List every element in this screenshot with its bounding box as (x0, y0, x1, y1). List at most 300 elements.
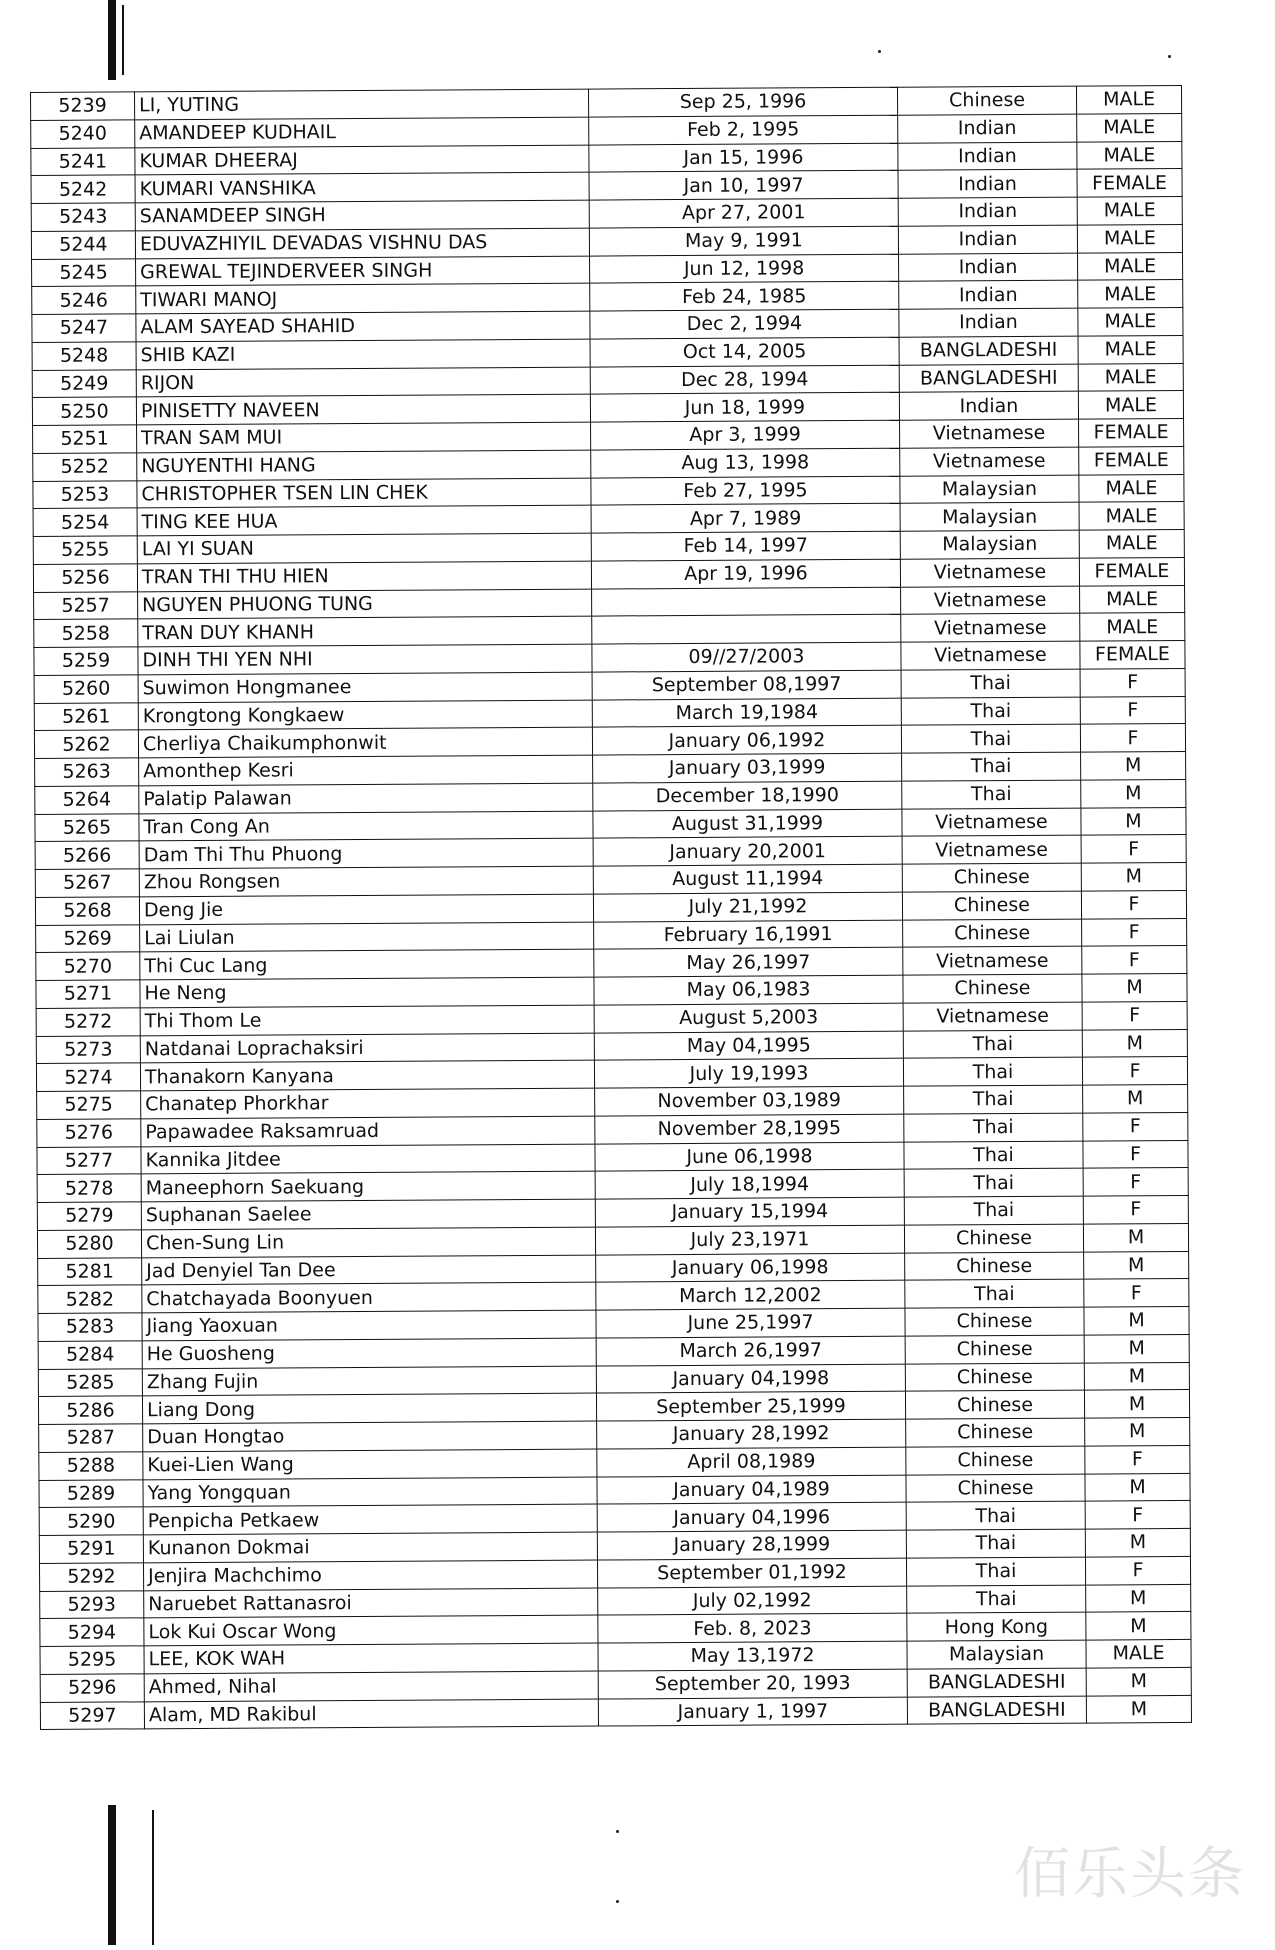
nationality-cell: BANGLADESHI (907, 1696, 1086, 1725)
gender-cell: MALE (1078, 391, 1183, 419)
nationality-cell: Vietnamese (901, 641, 1080, 670)
gender-cell: MALE (1077, 113, 1182, 141)
gender-cell: MALE (1080, 613, 1185, 641)
row-number-cell: 5279 (37, 1202, 141, 1230)
gender-cell: F (1085, 1445, 1190, 1473)
nationality-cell: Thai (902, 752, 1081, 781)
date-of-birth-cell: January 04,1998 (596, 1364, 905, 1394)
nationality-cell: Chinese (906, 1418, 1085, 1447)
person-name-cell: Papawadee Raksamruad (141, 1116, 595, 1147)
nationality-cell: Chinese (902, 863, 1081, 892)
person-name-cell: Chen-Sung Lin (141, 1227, 595, 1258)
row-number-cell: 5266 (35, 841, 139, 869)
person-name-cell: NGUYENTHI HANG (137, 450, 591, 481)
gender-cell: F (1083, 1195, 1188, 1223)
row-number-cell: 5252 (33, 453, 137, 481)
person-name-cell: Amonthep Kesri (139, 755, 593, 786)
row-number-cell: 5241 (31, 147, 135, 175)
date-of-birth-cell: August 5,2003 (594, 1003, 903, 1033)
gender-cell: MALE (1077, 196, 1182, 224)
nationality-cell: Thai (907, 1585, 1086, 1614)
row-number-cell: 5243 (31, 203, 135, 231)
date-of-birth-cell: January 28,1999 (597, 1530, 906, 1560)
nationality-cell: Malaysian (900, 530, 1079, 559)
person-name-cell: Deng Jie (139, 894, 593, 925)
row-number-cell: 5264 (35, 786, 139, 814)
row-number-cell: 5290 (39, 1507, 143, 1535)
nationality-cell: Vietnamese (903, 1002, 1082, 1031)
gender-cell: FEMALE (1079, 446, 1184, 474)
nationality-cell: Indian (899, 280, 1078, 309)
person-name-cell: Krongtong Kongkaew (138, 700, 592, 731)
person-name-cell: Jad Denyiel Tan Dee (142, 1255, 596, 1286)
nationality-cell: Thai (906, 1557, 1085, 1586)
person-name-cell: NGUYEN PHUONG TUNG (138, 589, 592, 620)
date-of-birth-cell: July 21,1992 (593, 892, 902, 922)
gender-cell: M (1085, 1473, 1190, 1501)
gender-cell: MALE (1079, 529, 1184, 557)
gender-cell: MALE (1078, 335, 1183, 363)
date-of-birth-cell: July 23,1971 (595, 1225, 904, 1255)
gender-cell: F (1082, 1001, 1187, 1029)
person-name-cell: He Guosheng (142, 1338, 596, 1369)
row-number-cell: 5248 (32, 342, 136, 370)
gender-cell: F (1080, 724, 1185, 752)
gender-cell: MALE (1078, 252, 1183, 280)
person-name-cell: Kunanon Dokmai (143, 1532, 597, 1563)
row-number-cell: 5284 (38, 1341, 142, 1369)
person-name-cell: EDUVAZHIYIL DEVADAS VISHNU DAS (135, 228, 589, 259)
date-of-birth-cell: Apr 27, 2001 (589, 198, 898, 228)
date-of-birth-cell: January 03,1999 (593, 753, 902, 783)
date-of-birth-cell: Feb. 8, 2023 (598, 1613, 907, 1643)
date-of-birth-cell: March 12,2002 (596, 1280, 905, 1310)
person-name-cell: Chanatep Phorkhar (141, 1088, 595, 1119)
person-name-cell: LI, YUTING (135, 89, 589, 120)
date-of-birth-cell: Dec 28, 1994 (590, 365, 899, 395)
date-of-birth-cell: January 04,1989 (597, 1475, 906, 1505)
gender-cell: M (1084, 1334, 1189, 1362)
date-of-birth-cell: November 03,1989 (595, 1086, 904, 1116)
row-number-cell: 5257 (34, 591, 138, 619)
date-of-birth-cell: January 20,2001 (593, 836, 902, 866)
date-of-birth-cell: Apr 19, 1996 (591, 559, 900, 589)
nationality-cell: Indian (899, 253, 1078, 282)
row-number-cell: 5293 (40, 1590, 144, 1618)
date-of-birth-cell: Feb 24, 1985 (590, 281, 899, 311)
row-number-cell: 5277 (37, 1146, 141, 1174)
nationality-cell: Indian (898, 197, 1077, 226)
row-number-cell: 5280 (37, 1230, 141, 1258)
row-number-cell: 5297 (40, 1701, 144, 1729)
date-of-birth-cell: December 18,1990 (593, 781, 902, 811)
nationality-cell: Chinese (906, 1446, 1085, 1475)
row-number-cell: 5263 (35, 758, 139, 786)
nationality-cell: Chinese (905, 1335, 1084, 1364)
person-name-cell: Natdanai Loprachaksiri (140, 1033, 594, 1064)
row-number-cell: 5288 (39, 1452, 143, 1480)
date-of-birth-cell: September 01,1992 (597, 1558, 906, 1588)
row-number-cell: 5246 (32, 286, 136, 314)
gender-cell: F (1084, 1279, 1189, 1307)
row-number-cell: 5295 (40, 1646, 144, 1674)
row-number-cell: 5291 (39, 1535, 143, 1563)
row-number-cell: 5255 (33, 536, 137, 564)
date-of-birth-cell: January 04,1996 (597, 1502, 906, 1532)
nationality-cell: Indian (898, 225, 1077, 254)
roster-table (30, 85, 1192, 1730)
date-of-birth-cell: Dec 2, 1994 (590, 309, 899, 339)
row-number-cell: 5258 (34, 619, 138, 647)
person-name-cell: Jenjira Machchimo (143, 1560, 597, 1591)
row-number-cell: 5260 (34, 675, 138, 703)
nationality-cell: Thai (904, 1168, 1083, 1197)
person-name-cell: He Neng (140, 977, 594, 1008)
nationality-cell: Chinese (902, 891, 1081, 920)
person-name-cell: Naruebet Rattanasroi (144, 1588, 598, 1619)
date-of-birth-cell: Jun 18, 1999 (590, 392, 899, 422)
person-name-cell: SANAMDEEP SINGH (135, 200, 589, 231)
watermark-logo: 佰乐头条 (1014, 1842, 1246, 1907)
roster-table-body (31, 85, 1192, 1729)
person-name-cell: Zhang Fujin (142, 1366, 596, 1397)
row-number-cell: 5276 (37, 1119, 141, 1147)
person-name-cell: TIWARI MANOJ (136, 283, 590, 314)
person-name-cell: Kuei-Lien Wang (143, 1449, 597, 1480)
person-name-cell: Lok Kui Oscar Wong (144, 1615, 598, 1646)
nationality-cell: Thai (903, 1057, 1082, 1086)
person-name-cell: Suphanan Saelee (141, 1199, 595, 1230)
person-name-cell: SHIB KAZI (136, 339, 590, 370)
gender-cell: FEMALE (1080, 640, 1185, 668)
nationality-cell: Thai (905, 1279, 1084, 1308)
gender-cell: M (1086, 1612, 1191, 1640)
row-number-cell: 5271 (36, 980, 140, 1008)
person-name-cell: Tran Cong An (139, 811, 593, 842)
nationality-cell: Malaysian (907, 1640, 1086, 1669)
row-number-cell: 5242 (31, 175, 135, 203)
nationality-cell: Thai (902, 780, 1081, 809)
gender-cell: M (1086, 1695, 1191, 1723)
person-name-cell: TRAN THI THU HIEN (137, 561, 591, 592)
gender-cell: M (1081, 779, 1186, 807)
scan-speck (878, 50, 881, 53)
date-of-birth-cell: Apr 7, 1989 (591, 503, 900, 533)
person-name-cell: Jiang Yaoxuan (142, 1310, 596, 1341)
row-number-cell: 5240 (31, 120, 135, 148)
date-of-birth-cell: January 1, 1997 (598, 1697, 907, 1727)
person-name-cell: Chatchayada Boonyuen (142, 1282, 596, 1313)
nationality-cell: Indian (898, 169, 1077, 198)
row-number-cell: 5270 (36, 952, 140, 980)
nationality-cell: BANGLADESHI (907, 1668, 1086, 1697)
person-name-cell: GREWAL TEJINDERVEER SINGH (136, 256, 590, 287)
gender-cell: MALE (1078, 307, 1183, 335)
row-number-cell: 5247 (32, 314, 136, 342)
nationality-cell: Chinese (903, 919, 1082, 948)
gender-cell: M (1081, 751, 1186, 779)
date-of-birth-cell: Sep 25, 1996 (588, 87, 897, 117)
nationality-cell: Indian (898, 114, 1077, 143)
gender-cell: F (1085, 1501, 1190, 1529)
date-of-birth-cell: January 15,1994 (595, 1197, 904, 1227)
nationality-cell: Thai (901, 697, 1080, 726)
row-number-cell: 5278 (37, 1174, 141, 1202)
date-of-birth-cell: September 08,1997 (592, 670, 901, 700)
gender-cell: M (1084, 1306, 1189, 1334)
nationality-cell: Vietnamese (901, 586, 1080, 615)
gender-cell: MALE (1080, 585, 1185, 613)
gender-cell: M (1083, 1223, 1188, 1251)
person-name-cell: AMANDEEP KUDHAIL (135, 117, 589, 148)
person-name-cell: Maneephorn Saekuang (141, 1171, 595, 1202)
row-number-cell: 5273 (36, 1035, 140, 1063)
gender-cell: M (1086, 1584, 1191, 1612)
nationality-cell: Malaysian (900, 502, 1079, 531)
gender-cell: F (1083, 1168, 1188, 1196)
nationality-cell: Indian (899, 308, 1078, 337)
person-name-cell: Kannika Jitdee (141, 1144, 595, 1175)
person-name-cell: DINH THI YEN NHI (138, 644, 592, 675)
gender-cell: FEMALE (1079, 557, 1184, 585)
gender-cell: MALE (1076, 85, 1181, 113)
row-number-cell: 5253 (33, 480, 137, 508)
date-of-birth-cell: Oct 14, 2005 (590, 337, 899, 367)
gender-cell: FEMALE (1079, 418, 1184, 446)
table-row (40, 1695, 1191, 1730)
row-number-cell: 5249 (32, 369, 136, 397)
date-of-birth-cell: Feb 27, 1995 (591, 476, 900, 506)
gender-cell: M (1084, 1390, 1189, 1418)
person-name-cell: Duan Hongtao (143, 1421, 597, 1452)
date-of-birth-cell: Feb 14, 1997 (591, 531, 900, 561)
nationality-cell: Indian (898, 142, 1077, 171)
person-name-cell: KUMAR DHEERAJ (135, 145, 589, 176)
nationality-cell: Chinese (905, 1252, 1084, 1281)
nationality-cell: Hong Kong (907, 1612, 1086, 1641)
date-of-birth-cell: November 28,1995 (595, 1114, 904, 1144)
gender-cell: MALE (1077, 224, 1182, 252)
nationality-cell: Chinese (905, 1363, 1084, 1392)
person-name-cell: Thi Thom Le (140, 1005, 594, 1036)
row-number-cell: 5250 (32, 397, 136, 425)
person-name-cell: TRAN SAM MUI (137, 422, 591, 453)
gender-cell: F (1082, 1057, 1187, 1085)
date-of-birth-cell: Jan 15, 1996 (589, 143, 898, 173)
person-name-cell: Thi Cuc Lang (140, 949, 594, 980)
row-number-cell: 5256 (33, 564, 137, 592)
person-name-cell: Lai Liulan (140, 922, 594, 953)
date-of-birth-cell: January 28,1992 (597, 1419, 906, 1449)
nationality-cell: Vietnamese (902, 808, 1081, 837)
row-number-cell: 5294 (40, 1618, 144, 1646)
row-number-cell: 5296 (40, 1674, 144, 1702)
person-name-cell: Penpicha Petkaew (143, 1504, 597, 1535)
scan-binding-mark-bottom-thin (152, 1810, 154, 1945)
date-of-birth-cell: March 19,1984 (592, 698, 901, 728)
date-of-birth-cell: Jan 10, 1997 (589, 170, 898, 200)
person-name-cell: Zhou Rongsen (139, 866, 593, 897)
person-name-cell: Cherliya Chaikumphonwit (138, 727, 592, 758)
nationality-cell: Vietnamese (900, 558, 1079, 587)
row-number-cell: 5285 (38, 1368, 142, 1396)
row-number-cell: 5282 (38, 1285, 142, 1313)
row-number-cell: 5259 (34, 647, 138, 675)
person-name-cell: Suwimon Hongmanee (138, 672, 592, 703)
nationality-cell: Vietnamese (900, 447, 1079, 476)
row-number-cell: 5265 (35, 813, 139, 841)
row-number-cell: 5289 (39, 1479, 143, 1507)
date-of-birth-cell: January 06,1992 (592, 725, 901, 755)
gender-cell: M (1085, 1417, 1190, 1445)
gender-cell: M (1081, 807, 1186, 835)
scan-speck (1168, 55, 1171, 58)
gender-cell: MALE (1086, 1639, 1191, 1667)
date-of-birth-cell: February 16,1991 (594, 920, 903, 950)
person-name-cell: LEE, KOK WAH (144, 1643, 598, 1674)
date-of-birth-cell: May 06,1983 (594, 975, 903, 1005)
nationality-cell: Chinese (903, 974, 1082, 1003)
date-of-birth-cell: Apr 3, 1999 (591, 420, 900, 450)
nationality-cell: Chinese (905, 1307, 1084, 1336)
person-name-cell: CHRISTOPHER TSEN LIN CHEK (137, 478, 591, 509)
date-of-birth-cell: Jun 12, 1998 (590, 254, 899, 284)
person-name-cell: KUMARI VANSHIKA (135, 172, 589, 203)
nationality-cell: Thai (903, 1030, 1082, 1059)
person-name-cell: PINISETTY NAVEEN (136, 394, 590, 425)
person-name-cell: Ahmed, Nihal (144, 1671, 598, 1702)
nationality-cell: Thai (904, 1196, 1083, 1225)
gender-cell: MALE (1077, 141, 1182, 169)
person-name-cell: Yang Yongquan (143, 1477, 597, 1508)
row-number-cell: 5244 (31, 231, 135, 259)
scan-binding-mark-top (108, 0, 116, 80)
person-name-cell: TING KEE HUA (137, 505, 591, 536)
row-number-cell: 5269 (36, 924, 140, 952)
nationality-cell: Thai (901, 724, 1080, 753)
person-name-cell: ALAM SAYEAD SHAHID (136, 311, 590, 342)
gender-cell: M (1084, 1362, 1189, 1390)
row-number-cell: 5268 (35, 897, 139, 925)
gender-cell: MALE (1079, 474, 1184, 502)
person-name-cell: Alam, MD Rakibul (144, 1699, 598, 1730)
gender-cell: F (1083, 1140, 1188, 1168)
date-of-birth-cell: 09//27/2003 (592, 642, 901, 672)
person-name-cell: RIJON (136, 367, 590, 398)
gender-cell: F (1085, 1556, 1190, 1584)
date-of-birth-cell: May 9, 1991 (589, 226, 898, 256)
date-of-birth-cell: August 31,1999 (593, 809, 902, 839)
person-name-cell: TRAN DUY KHANH (138, 616, 592, 647)
nationality-cell: Malaysian (900, 475, 1079, 504)
gender-cell: M (1081, 862, 1186, 890)
date-of-birth-cell: May 04,1995 (594, 1031, 903, 1061)
scan-binding-mark-top-thin (122, 5, 124, 75)
date-of-birth-cell: July 18,1994 (595, 1169, 904, 1199)
gender-cell: M (1083, 1084, 1188, 1112)
person-name-cell: Liang Dong (142, 1393, 596, 1424)
person-name-cell: Dam Thi Thu Phuong (139, 838, 593, 869)
nationality-cell: Chinese (906, 1474, 1085, 1503)
person-name-cell: LAI YI SUAN (137, 533, 591, 564)
gender-cell: M (1082, 1029, 1187, 1057)
gender-cell: F (1081, 835, 1186, 863)
row-number-cell: 5267 (35, 869, 139, 897)
gender-cell: F (1082, 946, 1187, 974)
row-number-cell: 5275 (37, 1091, 141, 1119)
date-of-birth-cell: March 26,1997 (596, 1336, 905, 1366)
nationality-cell: Chinese (905, 1390, 1084, 1419)
row-number-cell: 5287 (39, 1424, 143, 1452)
nationality-cell: BANGLADESHI (899, 364, 1078, 393)
date-of-birth-cell: April 08,1989 (597, 1447, 906, 1477)
row-number-cell: 5274 (36, 1063, 140, 1091)
gender-cell: F (1081, 890, 1186, 918)
gender-cell: MALE (1079, 502, 1184, 530)
gender-cell: F (1080, 696, 1185, 724)
date-of-birth-cell: June 25,1997 (596, 1308, 905, 1338)
row-number-cell: 5254 (33, 508, 137, 536)
nationality-cell: Indian (899, 391, 1078, 420)
row-number-cell: 5262 (34, 730, 138, 758)
nationality-cell: Thai (904, 1141, 1083, 1170)
gender-cell: M (1084, 1251, 1189, 1279)
date-of-birth-cell: July 19,1993 (594, 1058, 903, 1088)
nationality-cell: Vietnamese (901, 613, 1080, 642)
row-number-cell: 5251 (33, 425, 137, 453)
row-number-cell: 5286 (38, 1396, 142, 1424)
gender-cell: M (1085, 1528, 1190, 1556)
row-number-cell: 5261 (34, 702, 138, 730)
person-name-cell: Palatip Palawan (139, 783, 593, 814)
scan-binding-mark-bottom (108, 1805, 116, 1945)
date-of-birth-cell: July 02,1992 (598, 1586, 907, 1616)
date-of-birth-cell: May 26,1997 (594, 947, 903, 977)
gender-cell: FEMALE (1077, 169, 1182, 197)
scan-speck (616, 1900, 619, 1903)
gender-cell: F (1082, 918, 1187, 946)
gender-cell: M (1086, 1667, 1191, 1695)
date-of-birth-cell: January 06,1998 (596, 1253, 905, 1283)
date-of-birth-cell: September 20, 1993 (598, 1669, 907, 1699)
gender-cell: F (1083, 1112, 1188, 1140)
row-number-cell: 5272 (36, 1008, 140, 1036)
nationality-cell: Thai (906, 1501, 1085, 1530)
nationality-cell: Thai (904, 1113, 1083, 1142)
nationality-cell: Vietnamese (903, 946, 1082, 975)
nationality-cell: BANGLADESHI (899, 336, 1078, 365)
date-of-birth-cell: Aug 13, 1998 (591, 448, 900, 478)
date-of-birth-cell (592, 614, 901, 644)
row-number-cell: 5245 (32, 258, 136, 286)
date-of-birth-cell: May 13,1972 (598, 1641, 907, 1671)
date-of-birth-cell: Feb 2, 1995 (589, 115, 898, 145)
nationality-cell: Chinese (897, 86, 1076, 115)
row-number-cell: 5292 (39, 1563, 143, 1591)
person-name-cell: Thanakorn Kanyana (140, 1060, 594, 1091)
nationality-cell: Thai (901, 669, 1080, 698)
row-number-cell: 5239 (31, 92, 135, 120)
row-number-cell: 5281 (38, 1257, 142, 1285)
nationality-cell: Vietnamese (902, 835, 1081, 864)
nationality-cell: Thai (904, 1085, 1083, 1114)
nationality-cell: Chinese (904, 1224, 1083, 1253)
nationality-cell: Thai (906, 1529, 1085, 1558)
gender-cell: MALE (1078, 363, 1183, 391)
date-of-birth-cell: September 25,1999 (596, 1391, 905, 1421)
row-number-cell: 5283 (38, 1313, 142, 1341)
scan-speck (616, 1830, 619, 1833)
